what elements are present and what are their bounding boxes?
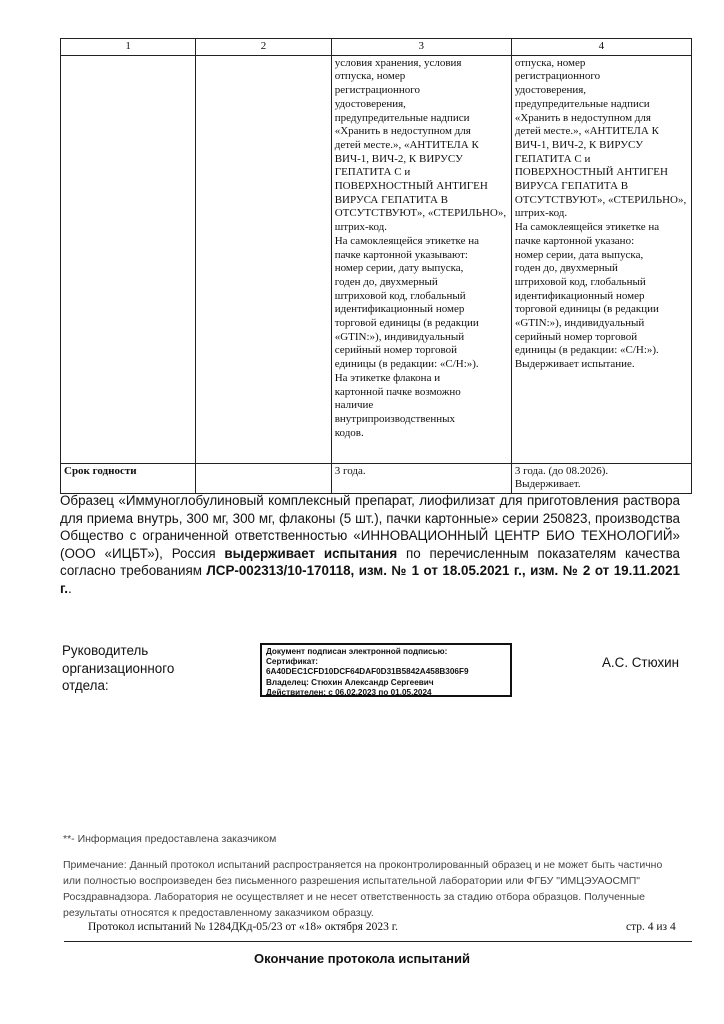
footer-divider	[64, 941, 692, 942]
signature-line: Документ подписан электронной подписью:	[266, 647, 448, 656]
cell-requirement	[331, 55, 511, 463]
column-header: 2	[196, 39, 331, 56]
cell-indicator	[61, 55, 196, 463]
cell-result	[511, 55, 691, 463]
shelf-life-result-line: Выдерживает.	[514, 478, 581, 491]
column-header: 4	[511, 39, 691, 56]
result-line: регистрационного	[514, 70, 601, 83]
requirement-line: наличие	[334, 399, 374, 412]
result-line: штрих-код.	[514, 207, 568, 220]
result-line: торговой единицы (в редакции	[514, 303, 659, 316]
requirement-line: детей месте.», «АНТИТЕЛА К	[334, 138, 479, 151]
requirement-line: ГЕПАТИТА С и	[334, 166, 411, 179]
requirement-line: идентификационный номер	[334, 303, 465, 316]
remark-note: Примечание: Данный протокол испытаний распространяется на проконтролированный образец и не может быть частично или полностью воспроизведен без письменного разрешения испытательной лаборатории или ФГБУ "ИМЦЭУАОСМП" Росздравнадзора. Лаборатория не осуществляет и не несет ответственность за стадию отбора образцов. Полученные результаты относятся к предоставленному заказчиком образцу.	[63, 859, 663, 919]
requirement-line: номер серии, дату выпуска,	[334, 262, 464, 275]
result-line: годен до, двухмерный	[514, 262, 618, 275]
conclusion-standard: ЛСР-002313/10-170118, изм. № 1 от 18.05.2021 г., изм. № 2 от 19.11.2021 г.	[60, 563, 680, 596]
requirement-line: пачке картонной указывают:	[334, 248, 468, 261]
shelf-life-label: Срок годности	[61, 463, 196, 493]
shelf-life-requirement: 3 года.	[331, 463, 511, 493]
end-of-protocol-title: Окончание протокола испытаний	[254, 951, 470, 966]
requirement-line: На этикетке флакона и	[334, 371, 441, 384]
requirement-line: штрих-код.	[334, 221, 387, 234]
result-line: удостоверения,	[514, 84, 587, 97]
result-line: «Хранить в недоступном для	[514, 111, 651, 124]
conclusion-paragraph	[60, 492, 680, 598]
requirement-line: единицы (в редакции: «С/Н:»).	[334, 358, 479, 371]
requirement-line: регистрационного	[334, 84, 420, 97]
conclusion-verdict: выдерживает испытания	[224, 545, 398, 561]
page-number: стр. 4 из 4	[626, 921, 676, 933]
title-line: Руководитель	[62, 643, 149, 658]
result-line: «GTIN:»), индивидуальный	[514, 317, 645, 330]
shelf-life-result	[511, 463, 691, 493]
requirement-line: ОТСУТСТВУЮТ», «СТЕРИЛЬНО»,	[334, 207, 507, 220]
result-line: На самоклеящейся этикетке на	[514, 221, 660, 234]
result-line: номер серии, дата выпуска,	[514, 248, 644, 261]
result-line: единицы (в редакции: «С/Н:»).	[514, 344, 659, 357]
requirement-line: условия хранения, условия	[334, 56, 462, 69]
requirement-line: серийный номер торговой	[334, 344, 457, 357]
requirement-line: торговой единицы (в редакции	[334, 317, 479, 330]
title-line: организационного	[62, 660, 175, 676]
column-header: 1	[61, 39, 196, 56]
shelf-life-result-line: 3 года. (до 08.2026).	[514, 464, 609, 477]
result-line: отпуска, номер	[514, 56, 586, 69]
signature-line: Сертификат:	[266, 657, 318, 667]
result-line: идентификационный номер	[514, 289, 645, 302]
requirement-line: предупредительные надписи	[334, 111, 470, 124]
requirement-line: картонной пачке возможно	[334, 385, 461, 398]
department-head-title	[62, 642, 212, 695]
conclusion-text: по перечисленным показателям качества согласно требованиям	[60, 545, 680, 579]
cell-method	[196, 55, 331, 463]
result-line: серийный номер торговой	[514, 330, 638, 343]
result-line: пачке картонной указано:	[514, 234, 635, 247]
electronic-signature-stamp	[260, 643, 512, 697]
result-line: ВИЧ-1, ВИЧ-2, К ВИРУСУ	[514, 138, 644, 151]
result-line: ВИРУСА ГЕПАТИТА В	[514, 180, 629, 193]
requirement-line: кодов.	[334, 426, 364, 439]
title-line: отдела:	[62, 678, 109, 694]
requirement-line: удостоверения,	[334, 97, 406, 110]
result-line: штриховой код, глобальный	[514, 275, 646, 288]
result-line: ОТСУТСТВУЮТ», «СТЕРИЛЬНО»,	[514, 193, 687, 206]
shelf-life-method	[196, 463, 331, 493]
conclusion-text: Образец «Иммуноглобулиновый комплексный препарат, лиофилизат для приготовления раствора для приема внутрь, 300 мг, 300 мг, флаконы (5 шт.), пачки картонные» серии 250823, производства Общество с ограниченной ответственностью «ИННОВАЦИОННЫЙ ЦЕНТР БИО ТЕХНОЛОГИЙ» (ООО «ИЦБТ»), Россия	[60, 493, 680, 561]
result-line: детей месте.», «АНТИТЕЛА К	[514, 125, 659, 138]
requirement-line: На самоклеящейся этикетке на	[334, 234, 480, 247]
table-row-shelf-life	[61, 463, 692, 493]
requirement-line: штриховой код, глобальный	[334, 289, 466, 302]
requirement-line: отпуска, номер	[334, 70, 406, 83]
result-line: ГЕПАТИТА С и	[514, 152, 591, 165]
result-line: ПОВЕРХНОСТНЫЙ АНТИГЕН	[514, 166, 668, 179]
requirement-line: внутрипроизводственных	[334, 412, 456, 425]
table-row-labeling	[61, 55, 692, 463]
certificate-id: 6A40DEC1CFD10DCF64DAF0D31B5842A458B306F9	[266, 667, 469, 677]
result-line: Выдерживает испытание.	[514, 358, 635, 371]
requirement-line: годен до, двухмерный	[334, 275, 438, 288]
column-header: 3	[331, 39, 511, 56]
protocol-reference: Протокол испытаний № 1284ДКд-05/23 от «18» октября 2023 г.	[88, 921, 399, 933]
signature-owner: Владелец: Стюхин Александр Сергеевич	[266, 677, 434, 687]
result-line: предупредительные надписи	[514, 97, 650, 110]
requirement-line: ВИЧ-1, ВИЧ-2, К ВИРУСУ	[334, 152, 463, 165]
signer-name: А.С. Стюхин	[602, 655, 680, 670]
conclusion-text: .	[67, 580, 72, 596]
results-table	[60, 38, 692, 494]
requirement-line: ВИРУСА ГЕПАТИТА В	[334, 193, 448, 206]
footnote: **- Информация предоставлена заказчиком	[63, 833, 277, 845]
requirement-line: «Хранить в недоступном для	[334, 125, 471, 138]
table-header-row	[61, 39, 692, 56]
signature-validity: Действителен: с 06.02.2023 по 01.05.2024	[266, 687, 432, 697]
requirement-line: ПОВЕРХНОСТНЫЙ АНТИГЕН	[334, 180, 488, 193]
requirement-line: «GTIN:»), индивидуальный	[334, 330, 465, 343]
